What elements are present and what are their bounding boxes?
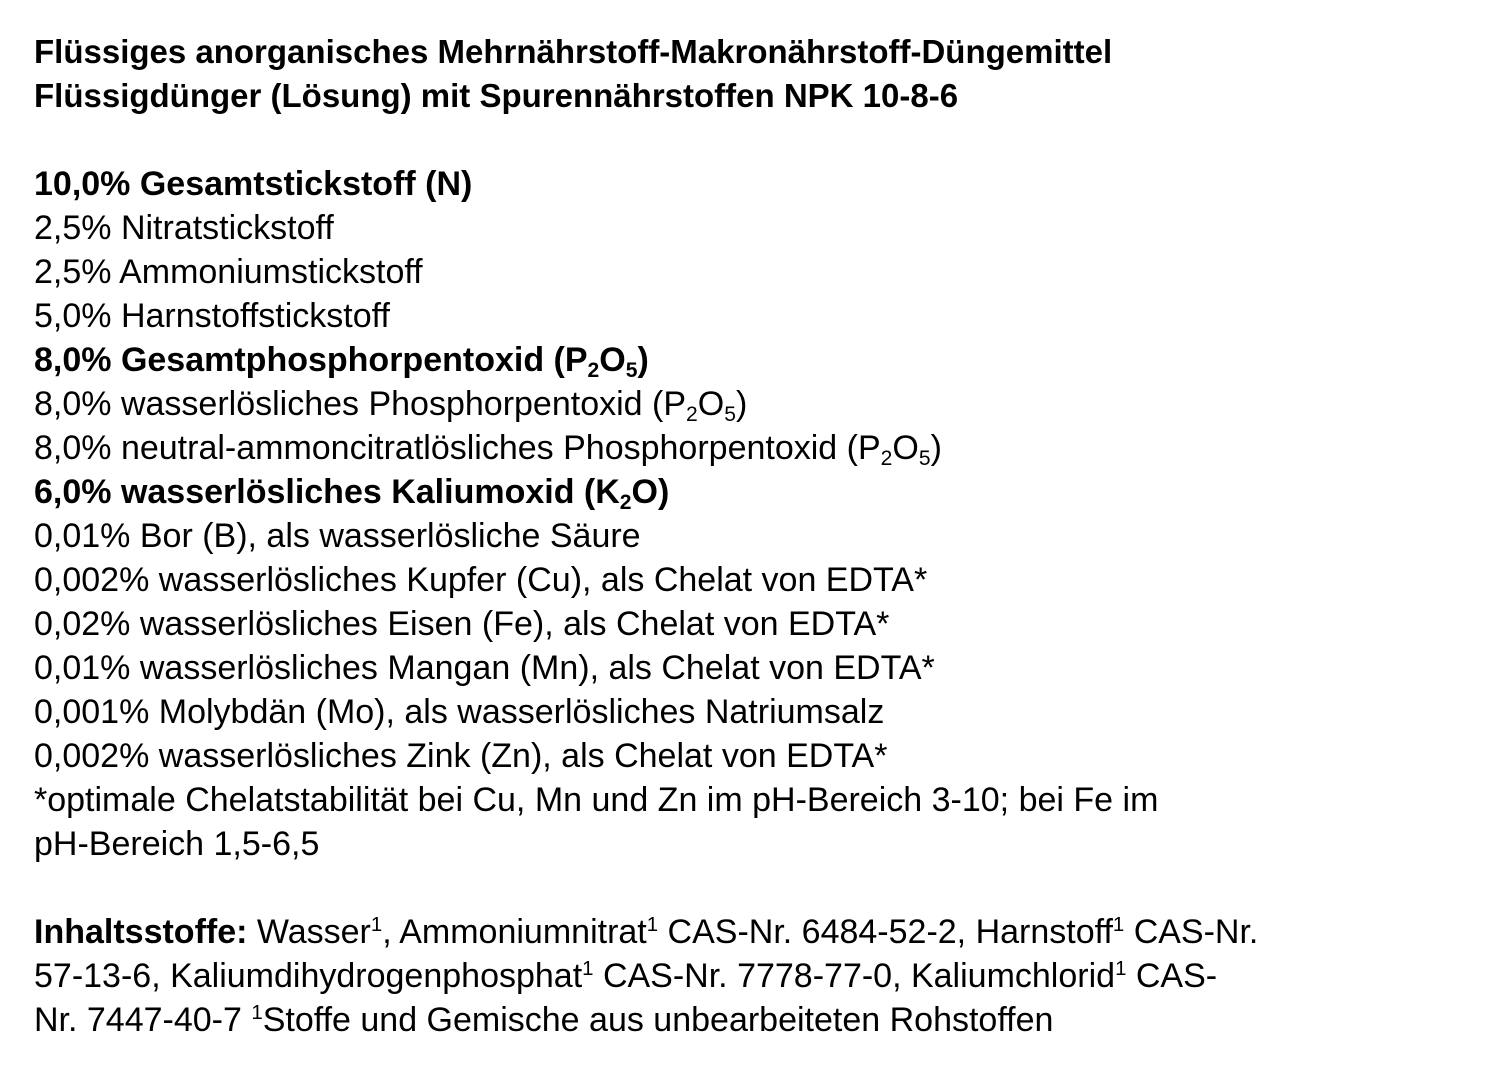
- chelate-footnote-line-2: pH-Bereich 1,5-6,5: [34, 825, 320, 863]
- manganese: 0,01% wasserlösliches Mangan (Mn), als Chelat von EDTA*: [34, 649, 935, 687]
- ingredients-label: Inhaltsstoffe:: [34, 913, 248, 951]
- ammonium-nitrogen: 2,5% Ammoniumstickstoff: [34, 253, 423, 291]
- nutrient-list: [34, 162, 1474, 866]
- ingredients-line-1: Inhaltsstoffe: Wasser$^1$, Ammoniumnitrat$^1$ CAS-Nr. 6484-52-2, Harnstoff$^1$ CAS-Nr.: [34, 913, 1259, 951]
- nitrogen-total: 10,0% Gesamtstickstoff (N): [34, 165, 473, 203]
- ingredients-section: [34, 910, 1474, 1042]
- chelate-footnote-line-1: *optimale Chelatstabilität bei Cu, Mn und Zn im pH-Bereich 3-10; bei Fe im: [34, 781, 1159, 819]
- copper: 0,002% wasserlösliches Kupfer (Cu), als Chelat von EDTA*: [34, 561, 928, 599]
- product-title: [34, 30, 1474, 118]
- potassium-oxide: 6,0% wasserlösliches Kaliumoxid $(K_2O)$: [34, 473, 670, 514]
- product-title-line-1: Flüssiges anorganisches Mehrnährstoff-Makronährstoff-Düngemittel: [34, 33, 1113, 70]
- ingredients-line-2: 57-13-6, Kaliumdihydrogenphosphat$^1$ CAS-Nr. 7778-77-0, Kaliumchlorid$^1$ CAS-: [34, 957, 1218, 995]
- phosphor-water-soluble: 8,0% wasserlösliches Phosphorpentoxid $(P_2O_5)$: [34, 385, 748, 426]
- spacer: [34, 866, 1474, 910]
- phosphor-total: 8,0% Gesamtphosphorpentoxid $(P_2O_5)$: [34, 341, 649, 382]
- zinc: 0,002% wasserlösliches Zink (Zn), als Chelat von EDTA*: [34, 737, 888, 775]
- product-title-line-2: Flüssigdünger (Lösung) mit Spurennährstoffen NPK 10-8-6: [34, 77, 959, 114]
- ingredients-line-3: Nr. 7447-40-7 $^1$Stoffe und Gemische aus unbearbeiteten Rohstoffen: [34, 1001, 1054, 1039]
- nitrate-nitrogen: 2,5% Nitratstickstoff: [34, 209, 334, 247]
- iron: 0,02% wasserlösliches Eisen (Fe), als Chelat von EDTA*: [34, 605, 890, 643]
- fertilizer-label-document: [34, 30, 1474, 1042]
- urea-nitrogen: 5,0% Harnstoffstickstoff: [34, 297, 390, 335]
- boron: 0,01% Bor (B), als wasserlösliche Säure: [34, 517, 641, 555]
- molybdenum: 0,001% Molybdän (Mo), als wasserlösliches Natriumsalz: [34, 693, 885, 731]
- phosphor-citrate-soluble: 8,0% neutral-ammoncitratlösliches Phosphorpentoxid $(P_2O_5)$: [34, 429, 942, 470]
- spacer: [34, 118, 1474, 162]
